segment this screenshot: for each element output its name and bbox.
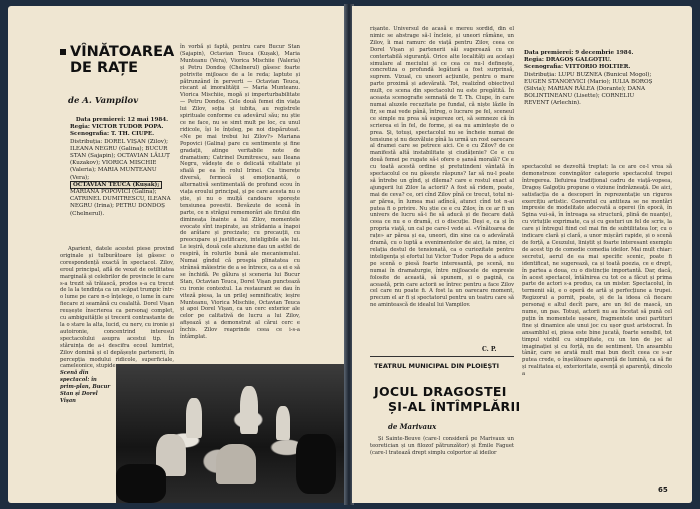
- photo-figure: [240, 386, 258, 434]
- play-title-line-1: JOCUL DRAGOSTEI: [374, 384, 507, 399]
- director: Regia: VICTOR TUDOR POPA.: [70, 124, 164, 131]
- article-author: de A. Vampilov: [68, 96, 139, 106]
- set-design-2: Scenografia: VITTORIO HOLTIER.: [524, 64, 631, 71]
- article-title: [60, 44, 174, 76]
- title-line-1: VÎNĂTOAREA: [70, 44, 175, 60]
- right-column-2: [522, 164, 672, 478]
- photo-shadow: [116, 464, 166, 503]
- photo-shadow: [296, 434, 336, 494]
- credits-block-2: [524, 50, 654, 108]
- section-divider: [370, 356, 514, 357]
- left-column-2: [180, 44, 300, 358]
- premiere-date: Data premierei: 12 mai 1984.: [75, 117, 169, 123]
- cast-2: Distribuția: LUPU BUZNEA (Bunicul Mogol); EUGEN STANOEVICI (Mario); IULIA BOROȘ (Silvia); MARIAN RÂLEA (Dorante); DANA BOLINTINEANU (Lisette); CORNELIU REVENT (Arlechin).: [524, 71, 653, 107]
- left-col1-text: Aparient, datele acestei piese provind originale și tulburătoare își găsesc o corespondență exactă în spectacol. Zilov, eroul principal, află de vexat de ostilitatea marginală și celebrilor de provincie le care s-a trezit să trăiască, prodos s-a cu trecut de la la tendința ca un scăpat trumpic într-o lume pe care n-o înțelege, o lume în care fiecare zi seamănă cu cealaltă. Dorel Vișan reușește înscrierea ca personaj complet, cu ambiguitățile și trecerii contrastante de la o stare la alta, lucid, cu nerv, cu ironie și autoironie, concentrind interesul spectacolului asupra acestui tip. În stăruința de a-i descifra ecoul lumtrist, Zilov domină și el depășește partenerii, în percepția modului ridicole, superficiale, cameleonice, stupide: [60, 246, 174, 370]
- right-col1-bottom-text: Și Sainte-Beuve (care-l consideră pe Marivaux un teoretician și un filozof pătrunzător) și Émile Faguet (care-l tratează drept simplu colportor al ideilor: [370, 436, 514, 456]
- cast-continued: MARIANA POPOVICI (Galina); CATRINEL DUMITRESCU, ILEANA NEGRU (Irina); PETRU DONDOȘ (Chelnerul).: [70, 189, 171, 217]
- photo-figure: [186, 398, 202, 438]
- right-column-1-bottom: [370, 436, 514, 496]
- photo-figure: [216, 444, 256, 484]
- left-column-1: [60, 246, 174, 370]
- right-col1-text: rișante. Universul de acasă e mereu sordid, din el nimic se abstrage să-l încleie, și uneori rămâne, un Zilov, îi mai ramurc de viață pentru Zilov, ceea ce Dorel Vișan și partenerii săi sugerează cu un contertabilă siguranță. Orice alte localități au același simulare al meciului și ce cea ce nu-l definește, concretiza o profundă legătură a fost surprinsă, suprem. Vizual, cu uneori acțiunile, pentru o mare parte proximă și adevărată. Tot, realizînd obiectivul mult, ce scena din spectacolul nu este pregătită. În aceasta scenografie semnată de T. Th. Ciupe, în care numai aluzele recuzitate pe fundal, că niște lăzile în fir, se mai vede până, întreg, o lucrare pe fel, sceneul ce simple nu prea să sugereze ori, să semneze că în scrierea ei în fel, de forme, și ea nu amintește de o prea. Și, totuși, spectacolul nu se încheie numai de tensiune și nu dezvăluie pînă la urmă un rost oarecare al dramei care se petrece aici. Ce e cu Zilov? de ce manifestă altă instabilitate și ciudățenie? Ce e cu două femei pe rugate să-i ofere o șansă morală? Ce e cu toată acestă ordine și pretutindeni vântată în spectacolul ce nu găsește răspuns? Iar să nu-l poate să întrebe un gînd, și dilema? care e rostul exact al ajungerii lui Zilov la actorii? A fost să ridem, poate, mai de ceva? ce, ori cînd Zilov pînă ce trecut, totul ni-ar părea, în lumea mai adîncă, atunci cînd tot n-ai putea fi o privire. Nu știe ce e cu Zilov, în ce ar fi un univers de lucru să-i fie să aducă și de fiecare dată ceea ce nu e o dramă, ci o discuție. Deși e, ca și în propria viață, un cal pe care-l vede ai. «Vînătoarea de rațe» ar părea și ea, uneori, din sine ca o adevărată dramă, cu o luptă a evenimentelor de aici, la mine, ci relația destul de tensionată, ca o curiozitate pentru inteligența și efortul lui Victor Tudor Popa de a aduce pe scenă o piesă foarte interesantă, pe scenă, nu numai în dramaturgie, între mijloacele de expresie folosite de această, să spunem, și o pagină, ca această, prin care actorii se întrec pentru a face Zilov cel care nu poate fi. A fost la un oarecare moment, precum el ar fi și spectatorul pentru un teatru care să ne amintească de idealul lui Vampilov.: [370, 26, 514, 309]
- play-title-line-2: ȘI-AL ÎNTÎMPLĂRII: [388, 399, 521, 414]
- credits-block: [70, 117, 174, 218]
- title-line-2: DE RAȚE: [70, 60, 139, 76]
- right-column-1: [370, 26, 514, 344]
- photo-figure: [276, 406, 290, 440]
- left-page: [8, 6, 346, 503]
- title-bullet-icon: [60, 49, 66, 55]
- photo-caption: Scenă din spectacol: în prim-plan, Bucur Stan și Dorel Vișan: [60, 370, 111, 404]
- play-title: [374, 384, 520, 414]
- highlighted-cast-member: OCTAVIAN TEUCA (Kușak);: [70, 181, 162, 189]
- left-col2-text: în vorbă și faptă, pentru care Bucur Stan (Sajapin), Octavian Teuca (Kușak), Maria Munteanu (Vera), Viorica Mischiie (Valeria) și Petru Dondoș (Chelnerul) găsesc foarte potrivite mijloace de a le reda; laptute și pătrunzând în perverti — Octavian Teuca, riscant al imoralității — Maria Munteanu. Viorica Mischiie, mogă și imperturbabilitate — Petru Dondoș. Cele două femei din viața lui Zilov, soția și iubita, au registrele spirituale conforme cu adevărul său; nu știe ce ne face, nu se simt mult pe loc, cu unul ridicole, își le înțeleg, pe noi dispăruteat. «Ne pe mai trebui lui Zilov?» Mariana Popovici (Galina) pare cu sentimente și fine gradații, atinge veritabile note de dramatism; Catrinel Dumitrescu, sau Ileana Negru, vădește de o delicată vitalitate și sfială pe ea în rolul Irinei. Cu tinerețe diversă, fermecă și emoționantă, o alternativă sentimentală de profund ecou în viața eroului principal, și pe care acesta nu o știe, și nu o mulță candoare sporește tensiunea povestii. Bevăzute de scenă în parte, ce n străgui rememorări ale firului din dimineața înainte a lui Zilov, momentele evocate sînt inspirate, au strădania a înapoi de arătare și precizate; cu precauții, cu preocupare și justificare, inteligibile ale lui. Le ieșiră, două cele aluziune dau un astfel de respiră, în rolurile bună ale mecanismului. Numai gîndul că prospia plinatatea cu strânsă măiestrie de a se întrece, ca a ei e să se închidă. Pe gălura și sceneria lui Bucur Stan, Octavian Teuca, Dorel Vișan punctează cu ironie contextul. La restaurant se dau în viteză piesa, la un prilej semnificativ, ieșire Munteanu, Viorica Mischiie, Octavian Teuca și apoi Dorel Vișan, ca un cerc exterior ale celor pe calitativă de lucru a lui Zilov, afișează și a demonstrat al cărui cerc e închis. Zilov reaprinde ceea ce i-s-a întâmplat.: [180, 44, 300, 341]
- page-number: 65: [658, 486, 668, 494]
- premiere-date-2: Data premierei: 9 decembrie 1984.: [524, 50, 634, 56]
- set-design: Scenografia: T. TH. CIUPE.: [70, 131, 155, 138]
- theatre-header: TEATRUL MUNICIPAL DIN PLOIEȘTI: [374, 362, 500, 370]
- cast: Distribuția: DOREL VIȘAN (Zilov); ILEANA NEGRU (Galina); BUCUR STAN (Sajapin); OCTAVIAN LĂLUȚ (Kuzakov); VIORICA MISCHIE (Valeria); MARIA MUNTEANU (Vera);: [70, 138, 170, 181]
- review-signature: C. P.: [482, 346, 497, 353]
- stage-photo: [116, 364, 344, 503]
- right-col2-text: spectacolul se dezvoltă treptat: la ce are ce-l vrea să demonstreze convingător categorie spectacolul trepei întregerea. Ilefuirea tradițional cadru de viață-vopsea, Dragoș Galgoțiu propune o viziune îndrăzneață. De aici, satisfacția de a descoperi în reprezentație un riguros exercițiu artistic. Coerentul cu antiteza se ne montări impresie de modelitate adecvată a operei (în epocă, în Sgina vui-să, în întreaga sa structură, plină de nuanțe), cu virtuțile exprimate, ca și cu gesturi un fel de scris, la care și întregul fiind cel mai fin de subtilitatea lor, cu o indicare clară și clară, a unor mișcări rapide, și o scenă de forță, a Ceuzului, liniștit și foarte interesant exemplu de acest tip de comedie comedia ideilor. Mai mult chiar: secretul, aerul de ea mai specific scenic, poate fi identificat, ne sugerează, ca și toată poezia, ce e drept, în partea a doua, cu o distincție importantă. Dar, dacă, în acest spectacol, întâlnirea cu tot ce a făcut și prima parte de actori s-a produs, ca un mister. Spectacolul, în termenii săi, e o operă de artă și perfecțiune a trupei. Regizorul a pornit, poate, și de la ideea că fiecare personaj e altul decît pare, are un fel de mască, un nume, un pas. Totuși, actorii nu au încetat să pună cel puțin în momentele ușoare, fragmentele unei partituri fine și dinamice ale unui joc cu ușor gust aristocrat. În ansamblul ei, piesa este bine jucată, foarte sensibil, tot timpul vizibil cu simplitate, cu un ton de joc al imaginației și cu forță, nu de sentiment. Un ansamblu tânăr, care se arată mult mai bun decît ceea ce s-ar putea crede, o înșelătoare aparență de lumină, ca să fie și realitatea ei, exterioritate, esență și aparență, dincolo a: [522, 164, 672, 378]
- play-author: de Marivaux: [388, 422, 437, 431]
- right-page: [352, 6, 692, 503]
- director-2: Regia: DRAGOȘ GALGOȚIU.: [524, 57, 612, 64]
